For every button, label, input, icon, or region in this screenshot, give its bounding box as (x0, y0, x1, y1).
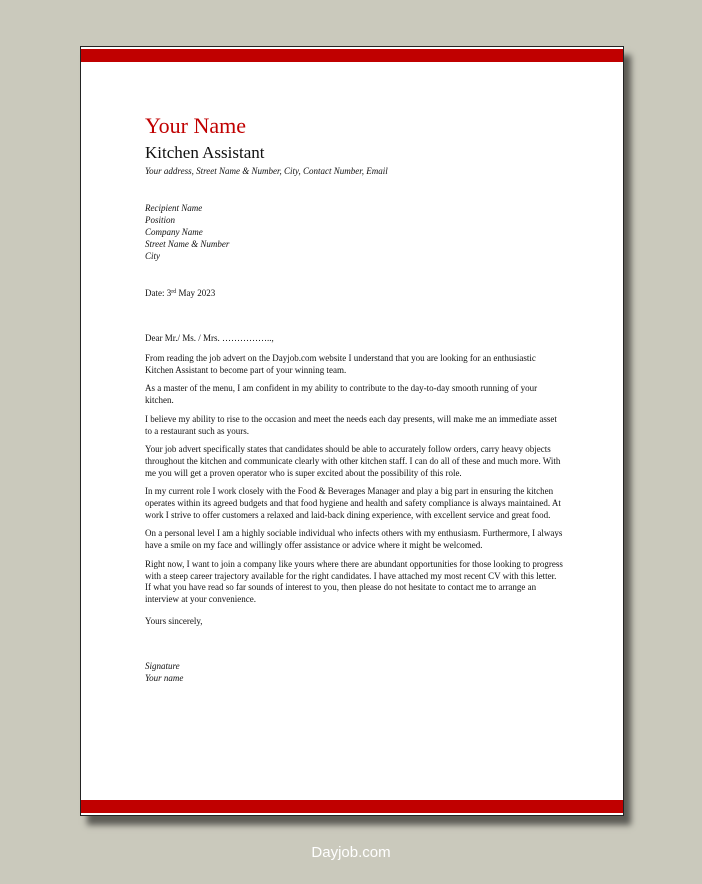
date-prefix: Date: 3 (145, 288, 172, 298)
signatory-name: Your name (145, 672, 184, 683)
recipient-name: Recipient Name (145, 203, 203, 213)
body-paragraph: On a personal level I am a highly sociable individual who infects others with my enthusiasm. Furthermore, I always have a smile on my face and willingly offer assistance or advice where it might be welcomed. (145, 528, 563, 551)
body-paragraph: In my current role I work closely with the Food & Beverages Manager and play a big part in ensuring the kitchen operates within its agreed budgets and that food hygiene and health and safety compliance is always maintained. At work I strive to offer customers a relaxed and laid-back dining experience, with excellent service and great food. (145, 486, 561, 520)
top-accent-bar (81, 49, 623, 62)
recipient-city: City (145, 251, 160, 261)
letter-page (80, 46, 624, 816)
date-rest: May 2023 (176, 288, 216, 298)
body-paragraph: Your job advert specifically states that candidates should be able to accurately follow orders, carry heavy objects throughout the kitchen and communicate clearly with other kitchen staff. I can do all of these and much more. With me you will get a proven operator who is super excited about the possibility of this role. (145, 444, 561, 478)
recipient-company: Company Name (145, 227, 203, 237)
body-paragraph: As a master of the menu, I am confident in my ability to contribute to the day-to-day smooth running of your kitchen. (145, 383, 538, 406)
contact-details: Your address, Street Name & Number, City, Contact Number, Email (145, 166, 388, 176)
body-paragraph: Right now, I want to join a company like yours where there are abundant opportunities for those looking to progress with a steep career trajectory available for the right candidates. I have attached my most recent CV with this letter. If what you have read so far sounds of interest to you, then please do not hesitate to contact me to arrange an interview at your convenience. (145, 558, 563, 604)
applicant-name: Your Name (145, 113, 247, 138)
greeting: Dear Mr./ Ms. / Mrs. …………….., (145, 333, 274, 343)
letter-body (145, 353, 563, 606)
date-ordinal: rd (171, 289, 177, 295)
closing: Yours sincerely, (145, 615, 203, 626)
recipient-street: Street Name & Number (145, 239, 230, 249)
bottom-accent-bar (81, 800, 623, 813)
signature-block (145, 660, 563, 684)
letter-content (145, 113, 563, 684)
recipient-position: Position (145, 215, 176, 225)
site-watermark: Dayjob.com (311, 844, 391, 861)
job-title: Kitchen Assistant (145, 143, 265, 162)
letter-date (145, 287, 563, 299)
body-paragraph: I believe my ability to rise to the occasion and meet the needs each day presents, will make me an immediate asset to a restaurant such as yours. (145, 413, 557, 436)
recipient-block (145, 202, 563, 262)
body-paragraph: From reading the job advert on the Dayjob.com website I understand that you are looking for an enthusiastic Kitchen Assistant to become part of your winning team. (145, 353, 536, 375)
signature: Signature (145, 660, 180, 671)
